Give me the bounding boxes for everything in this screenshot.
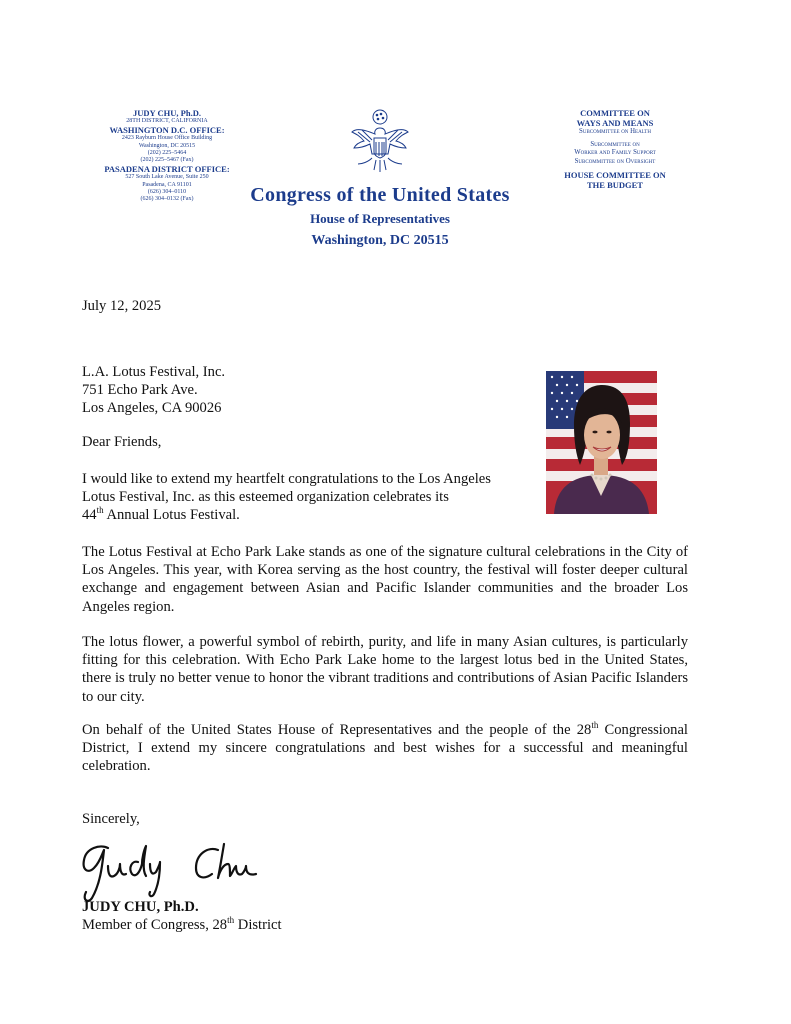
paragraph-1-line-3: 44th Annual Lotus Festival. bbox=[82, 505, 240, 524]
closing: Sincerely, bbox=[82, 811, 140, 827]
district-label: 28TH DISTRICT, CALIFORNIA bbox=[126, 118, 208, 124]
subcommittee-oversight: Subcommittee on Oversight bbox=[574, 157, 656, 165]
paragraph-2: The Lotus Festival at Echo Park Lake stands as one of the signature cultural celebrations in the City of Los Angeles. This year, with Korea serving as the host country, the festival will foster deeper cultural exchange and engagement between Asian and Pacific Islander communities and the broader Los Angeles region. bbox=[82, 544, 688, 615]
dc-phone: (202) 225–5464 bbox=[147, 149, 187, 156]
recipient-line-1: L.A. Lotus Festival, Inc. bbox=[82, 364, 226, 380]
portrait-image bbox=[546, 371, 657, 514]
paragraph-1-line-1: I would like to extend my heartfelt congratulations to the Los Angeles bbox=[82, 471, 491, 487]
committee-line-2: WAYS AND MEANS bbox=[576, 118, 654, 128]
letterhead-left bbox=[82, 108, 252, 204]
recipient-line-3: Los Angeles, CA 90026 bbox=[82, 400, 222, 417]
recipient-address bbox=[82, 363, 225, 418]
portrait-photo bbox=[546, 371, 657, 514]
paragraph-1-line-2: Lotus Festival, Inc. as this esteemed organization celebrates its bbox=[82, 489, 449, 506]
pasadena-fax: (626) 304–0132 (Fax) bbox=[140, 196, 194, 203]
budget-committee-line-2: THE BUDGET bbox=[587, 180, 643, 190]
subcommittee-health: Subcommittee on Health bbox=[579, 128, 651, 135]
pasadena-address-line-1: 527 South Lake Avenue, Suite 250 bbox=[125, 174, 209, 181]
committee-line-1: COMMITTEE ON bbox=[580, 108, 650, 118]
dc-office-title: WASHINGTON D.C. OFFICE: bbox=[109, 125, 225, 136]
signer-name: JUDY CHU, Ph.D. bbox=[82, 899, 199, 915]
subcommittee-worker-line-1: Subcommittee on bbox=[590, 140, 640, 148]
house-address: Washington, DC 20515 bbox=[311, 233, 449, 248]
salutation: Dear Friends, bbox=[82, 434, 162, 450]
congress-title: Congress of the United States bbox=[250, 184, 510, 206]
letterhead-right bbox=[540, 108, 690, 190]
letterhead-center bbox=[230, 108, 530, 249]
dc-fax: (202) 225–5467 (Fax) bbox=[140, 157, 194, 164]
member-name: JUDY CHU, Ph.D. bbox=[133, 108, 201, 118]
subcommittee-worker-line-2: Worker and Family Support bbox=[574, 149, 656, 156]
pasadena-phone: (626) 304–0110 bbox=[147, 189, 187, 196]
paragraph-3: The lotus flower, a powerful symbol of rebirth, purity, and life in many Asian cultures, is particularly fitting for this celebration. With Echo Park Lake home to the largest lotus bed in the United States, there is truly no better venue to honor the vibrant traditions and contributions of Asian Pacific Islanders to our city. bbox=[82, 634, 688, 705]
dc-address-line-2: Washington, DC 20515 bbox=[138, 142, 196, 149]
recipient-line-2: 751 Echo Park Ave. bbox=[82, 382, 198, 399]
paragraph-4: On behalf of the United States House of Representatives and the people of the 28th Congressional District, I extend my sincere congratulations and best wishes for a successful and meaningful celebration. bbox=[82, 720, 688, 775]
house-title: House of Representatives bbox=[310, 211, 450, 226]
signer-title: Member of Congress, 28th District bbox=[82, 915, 282, 933]
budget-committee-line-1: HOUSE COMMITTEE ON bbox=[564, 170, 666, 180]
dc-address-line-1: 2423 Rayburn House Office Building bbox=[121, 135, 213, 142]
paragraph-1 bbox=[82, 470, 542, 525]
eagle-seal-icon bbox=[348, 108, 412, 174]
pasadena-office-title: PASADENA DISTRICT OFFICE: bbox=[104, 164, 230, 175]
pasadena-address-line-2: Pasadena, CA 91101 bbox=[142, 181, 192, 188]
letter-date: July 12, 2025 bbox=[82, 298, 162, 314]
